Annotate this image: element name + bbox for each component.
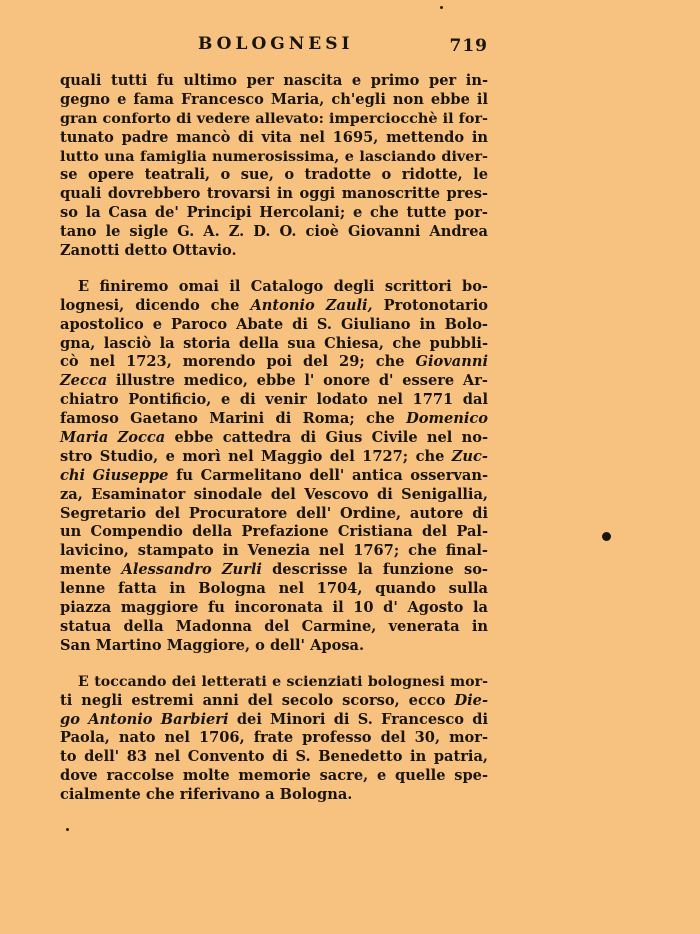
text-line: to dell' 83 nel Convento di S. Benedetto in patria,: [60, 748, 488, 766]
text-line: stro Studio, e morì nel Maggio del 1727; che Zuc-: [60, 447, 488, 465]
text-line: cò nel 1723, morendo poi del 29; che Giovanni: [60, 353, 488, 371]
text-line: gegno e fama Francesco Maria, ch'egli non ebbe il: [60, 90, 488, 108]
text-line: tunato padre mancò di vita nel 1695, mettendo in: [60, 128, 488, 146]
text-line: dove raccolse molte memorie sacre, e quelle spe-: [60, 767, 488, 785]
text-line: un Compendio della Prefazione Cristiana del Pal-: [60, 523, 488, 541]
text-line: lutto una famiglia numerosissima, e lasciando diver-: [60, 147, 488, 165]
text-line: E finiremo omai il Catalogo degli scrittori bo-: [78, 277, 488, 295]
text-line: San Martino Maggiore, o dell' Aposa.: [60, 636, 365, 654]
text-line: mente Alessandro Zurli descrisse la funzione so-: [60, 561, 488, 579]
text-line: gna, lasciò la storia della sua Chiesa, che pubbli-: [60, 334, 488, 352]
text-line: cialmente che riferivano a Bologna.: [60, 786, 353, 804]
ink-speck: [440, 6, 443, 9]
text-line: lavicino, stampato in Venezia nel 1767; che final-: [60, 542, 488, 560]
text-line: statua della Madonna del Carmine, venerata in: [60, 617, 488, 635]
text-line: gran conforto di vedere allevato: imperciocchè il for-: [60, 109, 488, 127]
running-head: BOLOGNESI: [198, 34, 354, 54]
page-number: 719: [449, 36, 488, 56]
text-line: quali tutti fu ultimo per nascita e primo per in-: [60, 72, 488, 89]
text-line: E toccando dei letterati e scienziati bolognesi mor-: [78, 673, 488, 690]
text-line: Paola, nato nel 1706, frate professo del 30, mor-: [60, 729, 488, 747]
text-line: chiatro Pontificio, e di venir lodato nel 1771 dal: [60, 391, 488, 409]
text-line: quali dovrebbero trovarsi in oggi manoscritte pres-: [60, 185, 488, 203]
paragraph-3: [60, 673, 488, 805]
paragraph-1: [60, 72, 488, 261]
text-line: tano le sigle G. A. Z. D. O. cioè Giovanni Andrea: [60, 223, 488, 241]
text-line: chi Giuseppe fu Carmelitano dell' antica osservan-: [60, 466, 489, 484]
text-line: apostolico e Paroco Abate di S. Giuliano in Bolo-: [60, 315, 488, 333]
page-header: [60, 34, 488, 62]
text-line: famoso Gaetano Marini di Roma; che Domenico: [60, 410, 488, 428]
text-line: Zanotti detto Ottavio.: [60, 242, 237, 260]
text-line: go Antonio Barbieri dei Minori di S. Francesco di: [60, 710, 488, 728]
text-line: se opere teatrali, o sue, o tradotte o ridotte, le: [60, 166, 488, 184]
page-body: [60, 72, 488, 822]
text-line: ti negli estremi anni del secolo scorso, ecco Die-: [60, 691, 488, 709]
text-line: za, Esaminator sinodale del Vescovo di Senigallia,: [60, 485, 488, 503]
text-line: lenne fatta in Bologna nel 1704, quando sulla: [60, 580, 488, 598]
text-line: piazza maggiore fu incoronata il 10 d' Agosto la: [60, 599, 488, 617]
text-line: Segretario del Procuratore dell' Ordine, autore di: [60, 504, 488, 522]
ink-blot: [602, 532, 611, 541]
ink-speck: [66, 828, 69, 831]
text-line: Zecca illustre medico, ebbe l' onore d' essere Ar-: [60, 372, 488, 390]
text-line: Maria Zocca ebbe cattedra di Gius Civile nel no-: [60, 429, 489, 447]
text-line: so la Casa de' Principi Hercolani; e che tutte por-: [60, 204, 488, 222]
paragraph-2: [60, 278, 488, 656]
text-line: lognesi, dicendo che Antonio Zauli, Protonotario: [60, 296, 488, 314]
